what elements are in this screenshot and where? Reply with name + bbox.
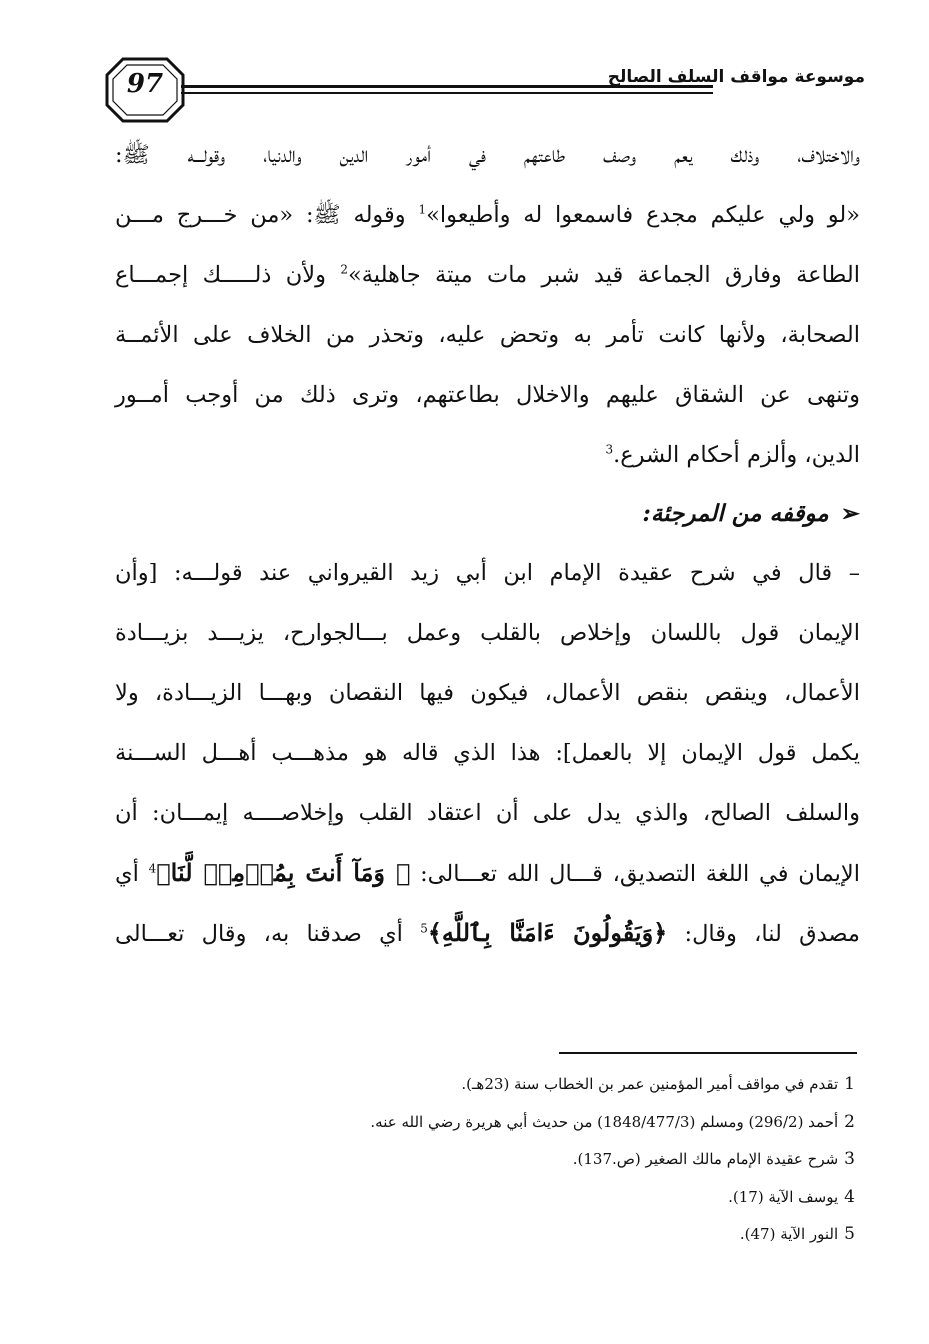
footnote-ref: 4 [148, 861, 157, 876]
arrow-bullet-icon: ➢ [840, 500, 860, 527]
main-text [115, 125, 860, 963]
footnote-ref: 2 [340, 262, 348, 277]
text-line: «لو ولي عليكم مجدع فاسمعوا له وأطيعوا»$^1$ وقوله ﷺ: «من خـــرج مـــن [115, 202, 861, 228]
text-line: الإيمان في اللغة التصديق، قـــال الله تعـــالى: ﴿ وَمَآ أَنتَ بِمُؤۡمِنٖ لَّنَا﴾$^4$ أي [115, 858, 860, 887]
page-number-badge [105, 55, 185, 125]
section-heading-text: موقفه من المرجئة: [642, 500, 829, 527]
text-line: مصدق لنا، وقال: ﴿وَيَقُولُونَ ءَامَنَّا بِٱللَّهِ﴾$^5$ أي صدقنا به، وقال تعـــالى [115, 918, 860, 947]
quran-verse: ﴿ وَمَآ أَنتَ بِمُؤۡمِنٖ لَّنَا﴾ [156, 858, 411, 887]
page-header [105, 55, 865, 125]
text-line: – قال في شرح عقيدة الإمام ابن أبي زيد القيرواني عند قولـــه: [وأن [115, 560, 860, 586]
quran-verse: ﴿وَيَقُولُونَ ءَامَنَّا بِٱللَّهِ﴾ [427, 918, 668, 947]
footnote: 3شرح عقيدة الإمام مالك الصغير (ص.137). [572, 1149, 855, 1169]
text-line: والسلف الصالح، والذي يدل على أن اعتقاد القلب وإخلاصــــه إيمـــان: أن [115, 800, 860, 826]
footnote: 4يوسف الآية (17). [728, 1186, 855, 1207]
text-line: والاختلاف، وذلك يعم وصف طاعتهم في أمور الدين والدنيا، وقولـــه ﷺ: [115, 142, 860, 168]
section-heading [115, 485, 860, 543]
series-title: موسوعة مواقف السلف الصالح [607, 67, 865, 87]
footnote: 2أحمد (296/2) ومسلم (1848/477/3) من حديث أبي هريرة رضي الله عنه. [370, 1111, 855, 1132]
text-line: الإيمان قول باللسان وإخلاص بالقلب وعمل بـــالجوارح، يزيـــد بزيـــادة [115, 620, 860, 646]
footnote-separator [559, 1052, 857, 1054]
text-line: الدين، وألزم أحكام الشرع.$^3$ [605, 442, 860, 468]
text-line: الطاعة وفارق الجماعة قيد شبر مات ميتة جاهلية»$^2$ ولأن ذلـــــك إجمـــاع [115, 262, 860, 288]
text-line: الأعمال، وينقص بنقص الأعمال، فيكون فيها النقصان وبهـــا الزيـــادة، ولا [115, 680, 860, 706]
text-line: الصحابة، ولأنها كانت تأمر به وتحض عليه، وتحذر من الخلاف على الأئمــة [115, 322, 860, 348]
footnote-ref: 1 [418, 202, 427, 217]
footnote-ref: 3 [605, 442, 614, 457]
page-number: 97 [126, 69, 164, 99]
text-line: يكمل قول الإيمان إلا بالعمل]: هذا الذي قاله هو مذهـــب أهـــل الســـنة [115, 740, 860, 766]
footnote-ref: 5 [420, 921, 428, 936]
footnote: 5النور الآية (47). [739, 1224, 855, 1244]
footnote: 1تقدم في مواقف أمير المؤمنين عمر بن الخطاب سنة (23هـ). [461, 1074, 855, 1094]
text-line: وتنهى عن الشقاق عليهم والاخلال بطاعتهم، وترى ذلك من أوجب أمــور [115, 382, 860, 408]
footnotes [95, 1066, 855, 1254]
header-rule-thin [181, 92, 713, 94]
